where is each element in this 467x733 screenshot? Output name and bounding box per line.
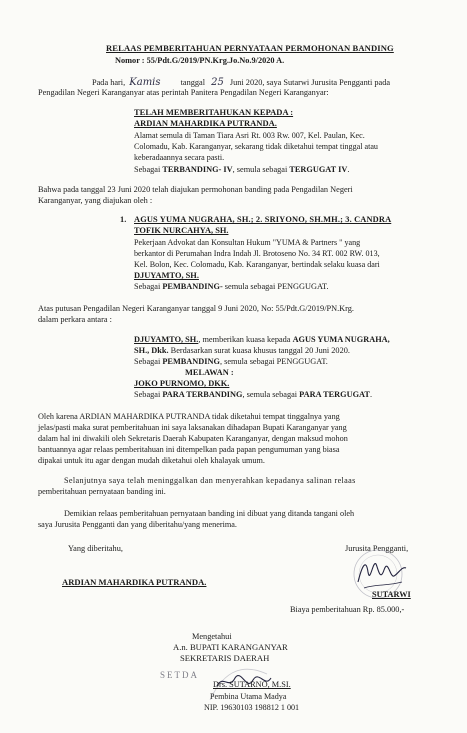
bailiff-label: Jurusita Pengganti, [345, 544, 409, 553]
defendant-prefix: Sebagai [134, 390, 163, 399]
para1-line-4: bantuannya agar relaas pemberitahuan ini ditempelkan pada papan pengumuman yang biasa [38, 445, 340, 454]
bailiff-name: SUTARWI [372, 590, 411, 599]
decision-line-1: Atas putusan Pengadilan Negeri Karanganyar tanggal 9 Juni 2020, No: 55/Pdt.G/2019/PN.Krg. [38, 304, 355, 313]
ack-nip: NIP. 19630103 198812 1 001 [204, 703, 300, 712]
handwritten-date: 25 [211, 77, 224, 88]
setda-stamp: SETDA [160, 670, 199, 680]
role-terbanding: TERBANDING- IV [162, 165, 233, 174]
recipient-name: ARDIAN MAHARDIKA PUTRANDA. [62, 577, 207, 587]
appellant-desc-3: Kel. Bolon, Kec. Colomadu, Kab. Karanganyar, bertindak selaku kuasa dari [134, 260, 380, 269]
appellant-names-1: AGUS YUMA NUGRAHA, SH.; 2. SRIYONO, SH.MH.; 3. CANDRA [134, 215, 392, 224]
document-number: Nomor : 55/Pdt.G/2019/PN.Krg.Jo.No.9/2020 A. [115, 56, 285, 65]
versus-label: MELAWAN : [185, 368, 234, 377]
para2-line-2: pemberitahuan pernyataan banding ini. [38, 487, 166, 496]
para-tergugat: PARA TERGUGAT [299, 390, 370, 399]
para3-line-2: saya Jurusita Pengganti dan yang diberitahu/yang menerima. [38, 520, 237, 529]
para3-line-1: Demikian relaas pemberitahuan pernyataan banding ini dibuat yang ditanda tangani oleh [64, 509, 355, 518]
role-prefix: Sebagai [134, 165, 161, 174]
document-title: RELAAS PEMBERITAHUAN PERNYATAAN PERMOHONAN BANDING [106, 43, 394, 53]
appellant-number: 1. [120, 215, 127, 224]
ack-label: Mengetahui [192, 632, 232, 641]
decision-line-2: dalam perkara antara : [38, 315, 112, 324]
appellant-role-rest: semula sebagai PENGGUGAT. [222, 282, 329, 291]
appeal-intro-2: Karanganyar, yang diajukan oleh : [38, 196, 153, 205]
appellant-principal: DJUYAMTO, SH. [134, 271, 199, 280]
plaintiff-mid: , memberikan kuasa kepada [198, 335, 291, 344]
defendant-end: . [369, 390, 373, 399]
defendant-role [134, 390, 372, 400]
ack-name: Drs. SUTARNO, M.SI. [213, 680, 291, 689]
plaintiff-name: DJUYAMTO, SH. [134, 335, 199, 344]
para1-line-3: dalam hal ini diwakili oleh Sekretaris Daerah Kabupaten Karanganyar, dengan maksud mohon [38, 434, 348, 443]
para1-line-5: dipakai untuk itu agar dengan mudah diketahui oleh khalayak umum. [38, 456, 265, 465]
para-terbanding: PARA TERBANDING [162, 390, 243, 399]
line3-prefix: Sebagai [134, 357, 163, 366]
appeal-intro-1: Bahwa pada tanggal 23 Juni 2020 telah diajukan permohonan banding pada Pengadilan Negeri [38, 185, 353, 194]
para2-line-1: Selanjutnya saya telah meninggalkan dan menyerahkan kepadanya salinan relaas [64, 476, 356, 485]
notified-role [134, 165, 349, 175]
notified-address-2: Colomadu, Kab. Karanganyar, sekarang tidak diketahui tempat tinggal atau [134, 142, 378, 151]
ack-line-2: SEKRETARIS DAERAH [180, 653, 270, 663]
defendant-name: JOKO PURNOMO, DKK. [134, 379, 230, 388]
notified-heading: TELAH MEMBERITAHUKAN KEPADA : [134, 107, 294, 117]
appellant-role-bold: PEMBANDING- [162, 282, 223, 291]
parties-line-3 [134, 357, 328, 367]
para1-line-2: jelas/pasti maka surat pemberitahuan ini saya laksanakan dihadapan Bupati Karanganyar yang [38, 423, 347, 432]
opening-prefix: Pada hari, [92, 78, 126, 87]
role-tergugat: TERGUGAT IV [289, 165, 348, 174]
signature-icon [358, 564, 406, 582]
appellant-names-2: TOFIK NURCAHYA, SH. [134, 226, 229, 235]
notified-name: ARDIAN MAHARDIKA PUTRANDA. [134, 118, 277, 128]
appellant-desc-1: Pekerjaan Advokat dan Konsultan Hukum "YUMA & Partners " yang [134, 238, 361, 247]
parties-line-2 [134, 346, 350, 356]
line3-pembanding: PEMBANDING [162, 357, 220, 366]
defendant-mid: , semula sebagai [242, 390, 300, 399]
handwritten-day: Kamis [129, 77, 161, 88]
opening-line-2: Pengadilan Negeri Karanganyar atas perintah Panitera Pengadilan Negeri Karanganyar: [38, 88, 329, 97]
plaintiff-attorney: AGUS YUMA NUGRAHA, [292, 335, 390, 344]
date-label: tanggal [180, 78, 206, 87]
appellant-role [134, 282, 329, 292]
role-end: . [347, 165, 350, 174]
parties-line-1 [134, 335, 390, 345]
attorney-dkk: SH., Dkk. [134, 346, 169, 355]
fee-text: Biaya pemberitahuan Rp. 85.000,- [290, 605, 405, 614]
recipient-label: Yang diberitahu, [68, 544, 123, 553]
appellant-role-prefix: Sebagai [134, 282, 161, 291]
ack-line-1: A.n. BUPATI KARANGANYAR [173, 642, 288, 652]
notified-address-3: keberadaannya secara pasti. [134, 153, 225, 162]
power-of-attorney-text: Berdasarkan surat kuasa khusus tanggal 20 Juni 2020. [168, 346, 350, 355]
appellant-desc-2: berkantor di Perumahan Indra Indah Jl. Brotoseno No. 34 RT. 002 RW. 013, [134, 249, 380, 258]
notified-address-1: Alamat semula di Taman Tiara Asri Rt. 003 Rw. 007, Kel. Paulan, Kec. [134, 131, 365, 140]
opening-line-1-rest: Juni 2020, saya Sutarwi Jurusita Pengganti pada [229, 78, 391, 87]
role-mid: , semula sebagai [232, 165, 288, 174]
para1-line-1: Oleh karena ARDIAN MAHARDIKA PUTRANDA tidak diketahui tempat tinggalnya yang [38, 412, 340, 421]
line3-rest: , semula sebagai PENGGUGAT. [219, 357, 328, 366]
ack-rank: Pembina Utama Madya [210, 692, 287, 701]
opening-line-1 [92, 77, 390, 89]
